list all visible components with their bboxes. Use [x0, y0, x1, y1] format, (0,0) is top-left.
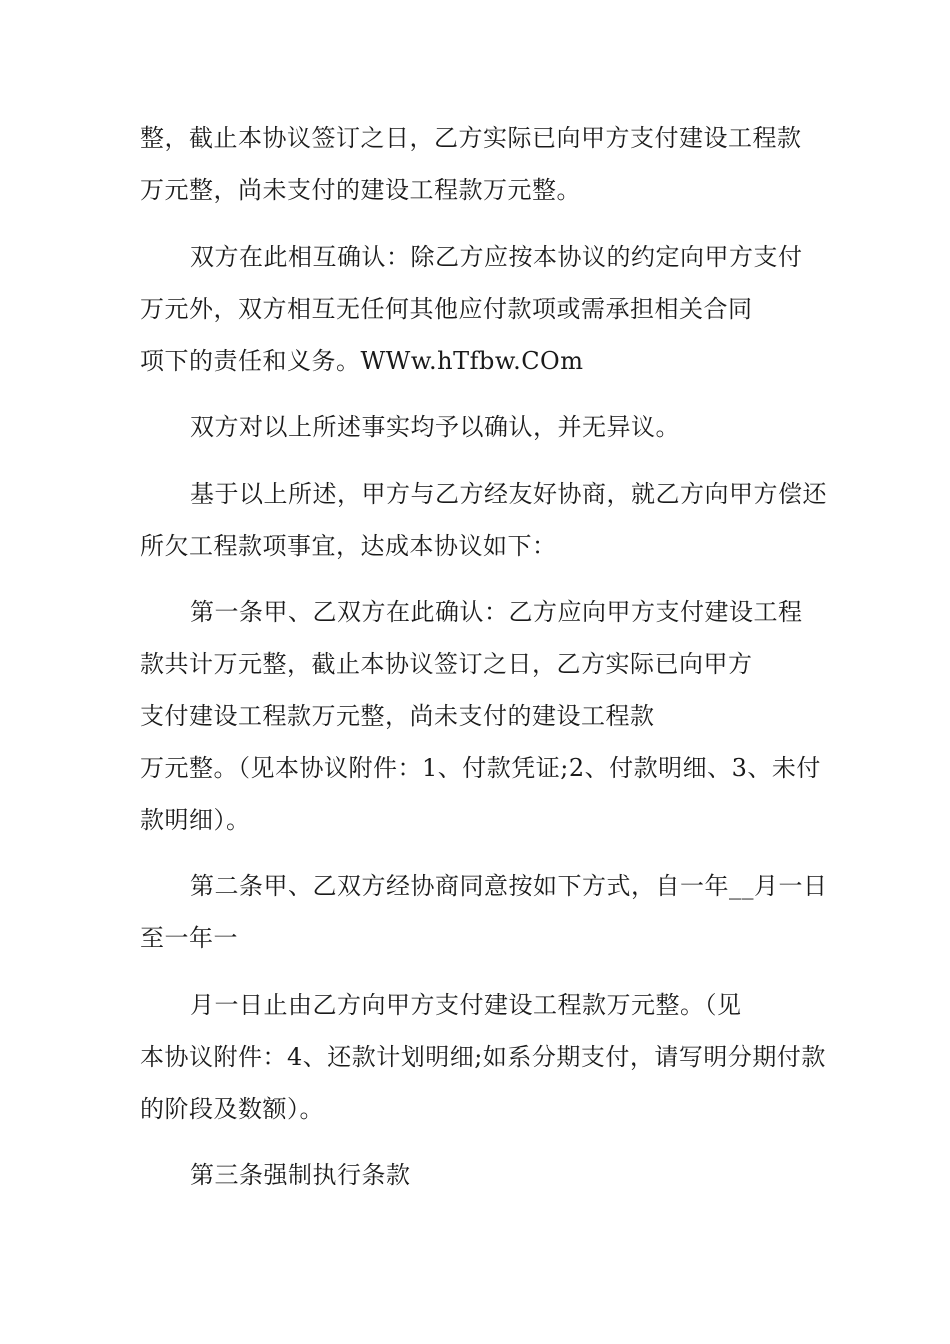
- paragraph-first-line: 双方对以上所述事实均予以确认，并无异议。: [190, 413, 680, 441]
- text-line: 支付建设工程款万元整，尚未支付的建设工程款: [140, 702, 655, 730]
- text-line: 款明细）。: [140, 806, 251, 834]
- paragraph-first-line: 第一条甲、乙双方在此确认：乙方应向甲方支付建设工程: [190, 598, 803, 626]
- text-line: 至一年一: [140, 924, 238, 952]
- text-line: 款共计万元整，截止本协议签订之日，乙方实际已向甲方: [140, 650, 753, 678]
- section-heading: 第三条强制执行条款: [190, 1161, 411, 1189]
- paragraph-first-line: 基于以上所述，甲方与乙方经友好协商，就乙方向甲方偿还: [190, 480, 827, 508]
- text-line: 所欠工程款项事宜，达成本协议如下：: [140, 532, 557, 560]
- paragraph-first-line: 月一日止由乙方向甲方支付建设工程款万元整。（见: [190, 991, 742, 1019]
- text-line: 的阶段及数额）。: [140, 1095, 324, 1123]
- text-line: 整，截止本协议签订之日，乙方实际已向甲方支付建设工程款: [140, 124, 802, 152]
- text-line: 万元外，双方相互无任何其他应付款项或需承担相关合同: [140, 295, 753, 323]
- paragraph-first-line: 第二条甲、乙双方经协商同意按如下方式，自一年__月一日: [190, 872, 828, 900]
- text-line: 万元整。（见本协议附件：1、付款凭证;2、付款明细、3、未付: [140, 754, 821, 782]
- text-line: 项下的责任和义务。WWw.hTfbw.COm: [140, 347, 584, 375]
- paragraph-first-line: 双方在此相互确认：除乙方应按本协议的约定向甲方支付: [190, 243, 803, 271]
- text-line: 万元整，尚未支付的建设工程款万元整。: [140, 176, 581, 204]
- text-line: 本协议附件：4、还款计划明细;如系分期支付，请写明分期付款: [140, 1043, 826, 1071]
